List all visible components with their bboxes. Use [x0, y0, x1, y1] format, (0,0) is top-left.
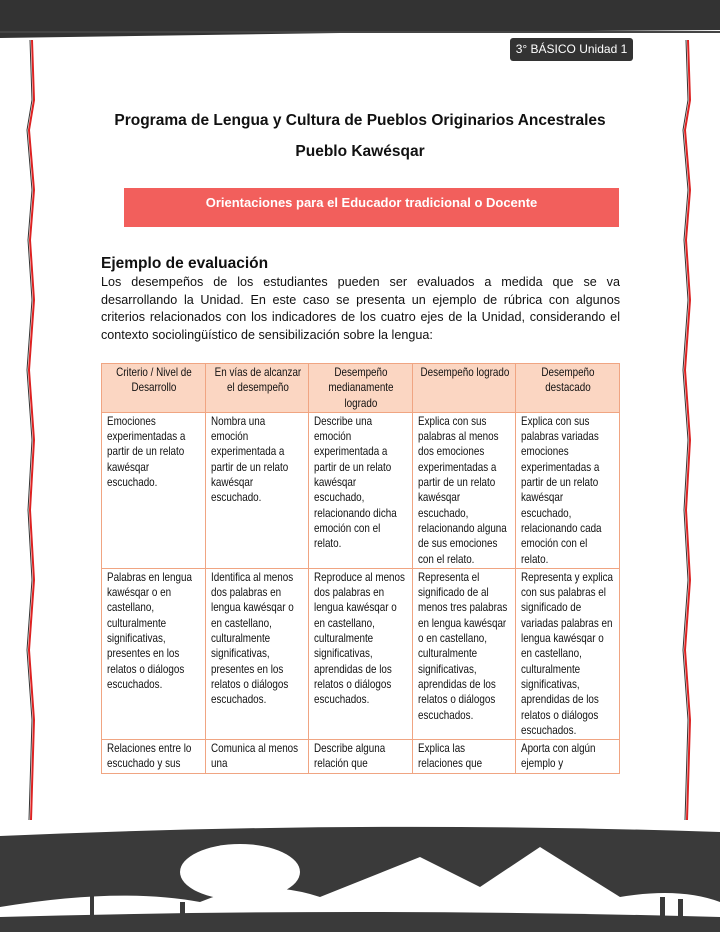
- cell-text: Explica las relaciones que: [417, 742, 482, 771]
- document-title: Programa de Lengua y Cultura de Pueblos Originarios Ancestrales: [114, 112, 606, 129]
- cell-text: Describe una emoción experimentada a partir de un relato kawésqar escuchado, relacionando dicha emoción con el relato.: [314, 414, 397, 551]
- rubric-table: [101, 363, 620, 774]
- section-heading: Ejemplo de evaluación: [101, 255, 269, 272]
- cell-text: Explica con sus palabras variadas emociones experimentadas a partir de un relato kawésqar escuchado, relacionando cada emoción con el relato.: [521, 414, 602, 566]
- table-cell: [309, 740, 413, 774]
- cell-text: Emociones experimentadas a partir de un relato kawésqar escuchado.: [107, 414, 186, 490]
- table-cell: [516, 568, 620, 739]
- cell-text: Describe alguna relación que: [314, 742, 386, 771]
- table-header-text: En vías de alcanzar el desempeño: [214, 366, 301, 395]
- section-band: Orientaciones para el Educador tradicional o Docente: [124, 188, 619, 227]
- table-header-text: Criterio / Nivel de Desarrollo: [116, 366, 192, 395]
- table-cell: [412, 568, 516, 739]
- table-cell: [205, 412, 309, 568]
- table-cell: [516, 740, 620, 774]
- table-cell: [205, 568, 309, 739]
- table-header: [516, 364, 620, 413]
- cell-text: Aporta con algún ejemplo y: [521, 742, 596, 771]
- cell-text: Palabras en lengua kawésqar o en castellano, culturalmente significativas, presentes en los relatos o diálogos escuchados.: [107, 570, 192, 691]
- table-cell: [516, 412, 620, 568]
- table-cell: [309, 568, 413, 739]
- table-header-text: Desempeño logrado: [420, 366, 510, 379]
- table-cell: [205, 740, 309, 774]
- cell-text: Explica con sus palabras al menos dos emociones experimentadas a partir de un relato kawésqar escuchado, relacionando alguna de sus emociones con el relato.: [417, 414, 507, 566]
- table-cell: [309, 412, 413, 568]
- footer-landscape-illustration: [0, 822, 720, 932]
- grade-unit-badge: 3° BÁSICO Unidad 1: [510, 38, 633, 61]
- table-header-text: Desempeño medianamente logrado: [328, 366, 394, 410]
- cell-text: Representa el significado de al menos tres palabras en lengua kawésqar o en castellano, culturalmente significativas, aprendidas de los relatos o diálogos escuchados.: [417, 570, 508, 722]
- cell-text: Comunica al menos una: [210, 742, 298, 771]
- table-header: [412, 364, 516, 413]
- table-header: [205, 364, 309, 413]
- cell-text: Nombra una emoción experimentada a partir de un relato kawésqar escuchado.: [210, 414, 288, 505]
- table-row: [102, 568, 620, 739]
- table-cell: [412, 740, 516, 774]
- table-header: [102, 364, 206, 413]
- table-row: [102, 412, 620, 568]
- cell-text: Representa y explica con sus palabras el significado de variadas palabras en lengua kawésqar o en castellano, culturalmente significativas, aprendidas de los relatos o diálogos escuchados.: [521, 570, 614, 737]
- table-header: [309, 364, 413, 413]
- document-subtitle: Pueblo Kawésqar: [295, 143, 425, 160]
- table-cell: [102, 568, 206, 739]
- cell-text: Relaciones entre lo escuchado y sus: [107, 742, 192, 771]
- table-cell: [412, 412, 516, 568]
- table-cell: [102, 412, 206, 568]
- cell-text: Identifica al menos dos palabras en lengua kawésqar o en castellano, culturalmente significativas, presentes en los relatos o diálogos escuchados.: [210, 570, 294, 707]
- section-paragraph: Los desempeños de los estudiantes pueden ser evaluados a medida que se va desarrollando la Unidad. En este caso se presenta un ejemplo de rúbrica con algunos criterios relacionados con los indicadores de los cuatro ejes de la Unidad, considerando el contexto sociolingüístico de sensibilización sobre la lengua:: [101, 275, 620, 342]
- cell-text: Reproduce al menos dos palabras en lengua kawésqar o en castellano, culturalmente significativas, aprendidas de los relatos o diálogos escuchados.: [314, 570, 406, 707]
- table-header-row: [102, 364, 620, 413]
- table-cell: [102, 740, 206, 774]
- top-banner: [0, 0, 720, 40]
- table-row: [102, 740, 620, 774]
- table-header-text: Desempeño destacado: [541, 366, 595, 395]
